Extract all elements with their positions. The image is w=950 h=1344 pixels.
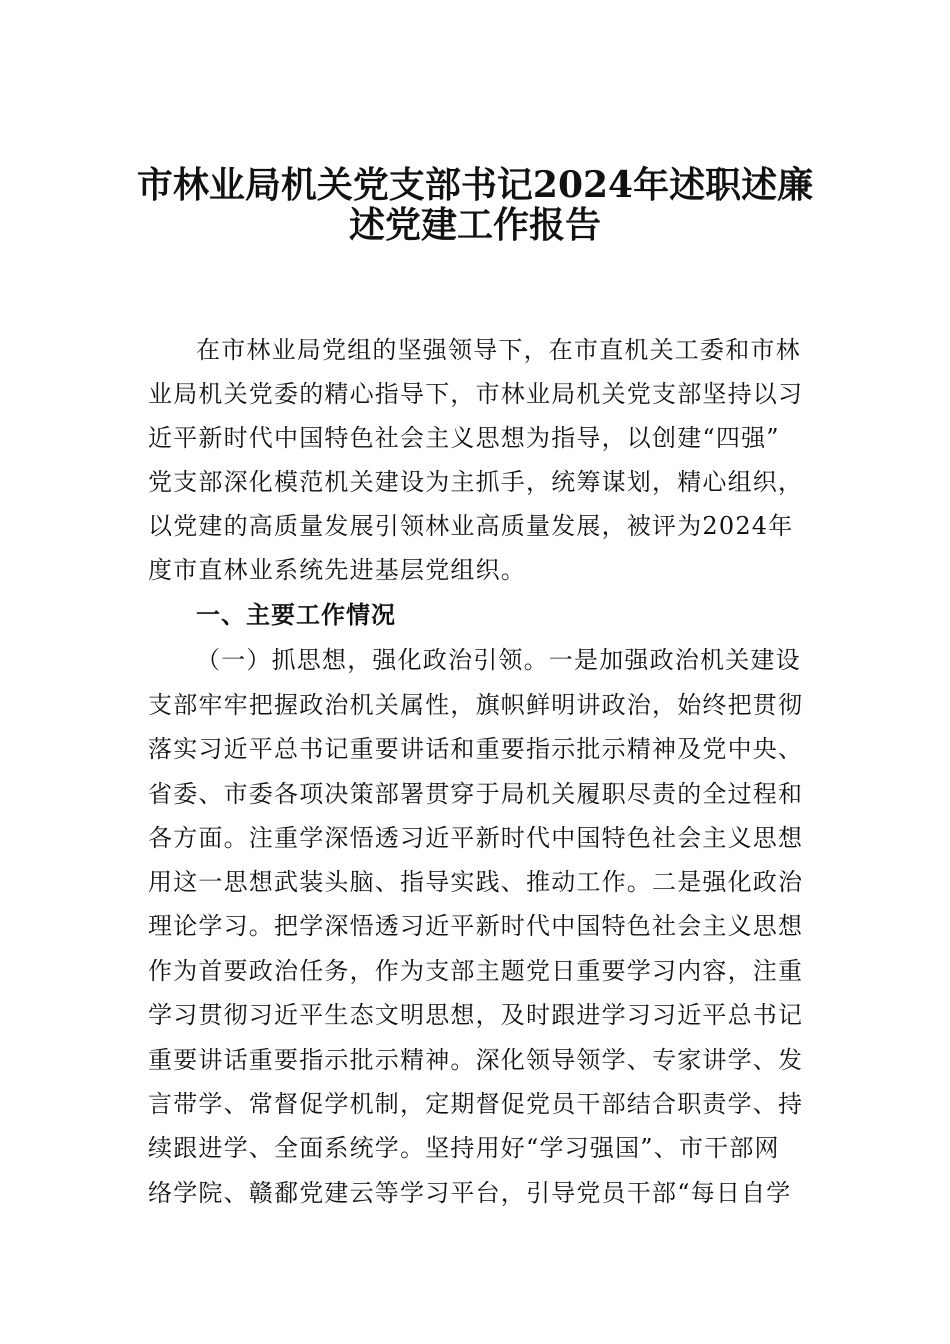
paragraph-line: 党支部深化模范机关建设为主抓手，统筹谋划，精心组织， (148, 468, 804, 496)
paragraph-line: 省委、市委各项决策部署贯穿于局机关履职尽责的全过程和 (148, 780, 804, 808)
document-title-line-2: 述党建工作报告 (348, 204, 601, 246)
section-heading: 一、主要工作情况 (196, 601, 396, 629)
paragraph-line: 续跟进学、全面系统学。坚持用好“学习强国”、市干部网 (148, 1134, 780, 1162)
paragraph-line: 以党建的高质量发展引领林业高质量发展，被评为2024年 (148, 512, 794, 540)
paragraph-line: 重要讲话重要指示批示精神。深化领导领学、专家讲学、发 (148, 1046, 804, 1074)
paragraph-line: 各方面。注重学深悟透习近平新时代中国特色社会主义思想 (148, 824, 804, 852)
paragraph-line: 度市直林业系统先进基层党组织。 (148, 556, 526, 584)
paragraph-line: 言带学、常督促学机制，定期督促党员干部结合职责学、持 (148, 1090, 804, 1118)
paragraph-line: 落实习近平总书记重要讲话和重要指示批示精神及党中央、 (148, 735, 804, 763)
paragraph-line: 在市林业局党组的坚强领导下，在市直机关工委和市林 (196, 336, 801, 364)
document-title-line-1: 市林业局机关党支部书记2024年述职述廉 (136, 164, 814, 206)
paragraph-line: 作为首要政治任务，作为支部主题党日重要学习内容，注重 (148, 957, 804, 985)
paragraph-line: 支部牢牢把握政治机关属性，旗帜鲜明讲政治，始终把贯彻 (148, 691, 804, 719)
paragraph-line: 理论学习。把学深悟透习近平新时代中国特色社会主义思想 (148, 912, 804, 940)
paragraph-line: 学习贯彻习近平生态文明思想，及时跟进学习习近平总书记 (148, 1001, 804, 1029)
paragraph-line: 近平新时代中国特色社会主义思想为指导，以创建“四强” (148, 424, 780, 452)
paragraph-line: 络学院、赣鄱党建云等学习平台，引导党员干部“每日自学 (148, 1179, 792, 1207)
paragraph-line: （一）抓思想，强化政治引领。一是加强政治机关建设 (196, 646, 801, 674)
paragraph-line: 用这一思想武装头脑、指导实践、推动工作。二是强化政治 (148, 868, 804, 896)
paragraph-line: 业局机关党委的精心指导下，市林业局机关党支部坚持以习 (148, 380, 804, 408)
